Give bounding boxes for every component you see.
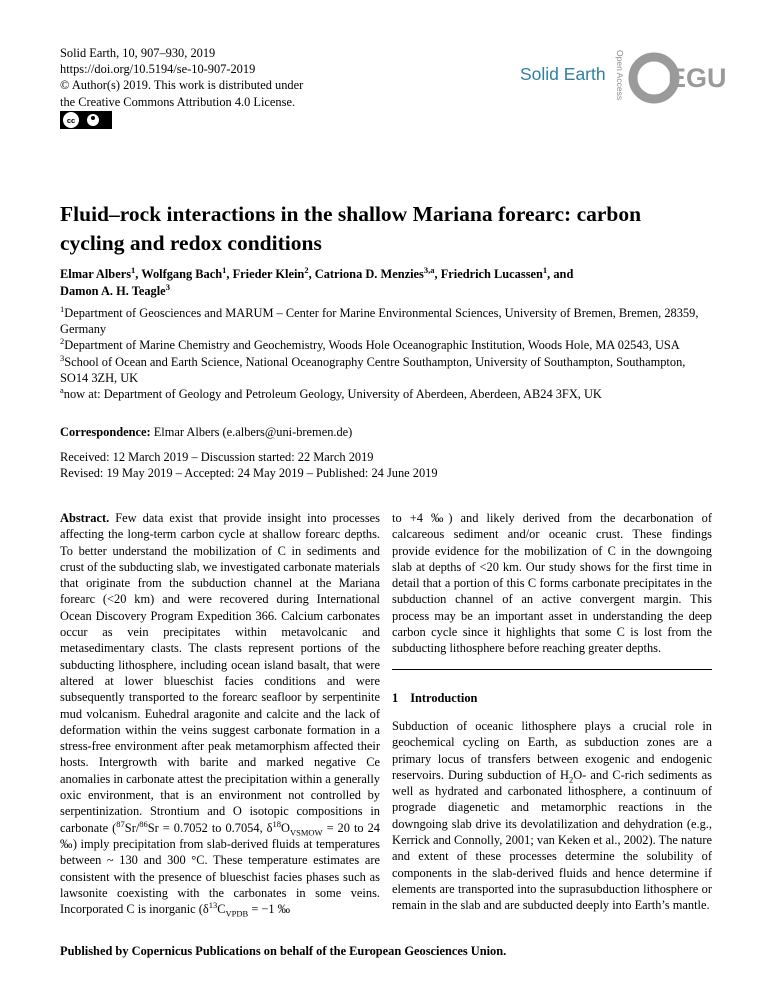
affiliation-mark: a [60, 384, 64, 395]
abstract-sr-ratio: Sr = 0.7052 to 0.7054, [147, 820, 267, 835]
affiliation-mark: 1 [60, 303, 65, 314]
cc-by-license-icon[interactable] [60, 111, 112, 129]
author-name: Damon A. H. Teagle [60, 283, 166, 298]
author-name: Wolfgang Bach [141, 267, 223, 281]
egu-logo-icon [628, 42, 727, 112]
abstract-text-continued: to +4 ‰) and likely derived from the decarbonation of calcareous sediment and/or oceanic crust. These findings provide evidence for the mobilization of C in the downgoing slab at depths of <20 km. Our study shows for the first time in detail that a portion of this C forms carbonate precipitates in the subduction channel of an active convergent margin. This process may be an important asset in understanding the deep carbon cycle since it highlights that some C is lost from the subducting lithosphere before reaching greater depths. [392, 511, 712, 656]
correspondence-label: Correspondence: [60, 425, 151, 439]
abstract-c-value: = −1 ‰ [248, 902, 291, 917]
intro-text: Subduction of oceanic lithosphere plays a crucial role in geochemical cycling on Earth, as subduction zones are a primary locus of transfers between exogenic and endogenic reservoirs. During subduction of H [392, 719, 712, 782]
author-affiliation-mark: 3 [165, 281, 170, 292]
author-affiliation-mark: 1 [131, 264, 136, 275]
abstract-text: Few data exist that provide insight into processes affecting the long-term carbon cycle at shallow forearc depths. To better understand the mobilization of C in sediments and crust of the subducting slab, we investigated carbonate materials that originate from the subduction channel at the Mariana forearc (<20 km) and were recovered during International Ocean Discovery Program Expedition 366. Calcium carbonates occur as vein precipitates within metavolcanic and metasedimentary clasts. The clasts represent portions of the subducting lithosphere, including ocean island basalt, that were altered at lower blueschist facies conditions and were subsequently transported to the forearc seafloor by serpentinite mud volcanism. Euhedral aragonite and calcite and the lack of deformation within the veins suggest carbonate formation in a stress-free environment after peak metamorphism affected their hosts. Intergrowth with barite and marked negative Ce anomalies in carbonate attest the precipitation within a generally oxic environment, that is an environment not controlled by serpentinization. Strontium and O isotopic compositions in carbonate ( [60, 511, 380, 835]
author-affiliation-mark: 3,a [423, 264, 435, 275]
affiliation-item [60, 386, 700, 402]
publisher-footer: Published by Copernicus Publications on behalf of the European Geosciences Union. [60, 944, 507, 958]
author-name: Frieder Klein [232, 267, 305, 281]
affiliation-text: Department of Geosciences and MARUM – Center for Marine Environmental Sciences, University of Bremen, Bremen, 28359, Germany [60, 306, 699, 337]
introduction-paragraph: Subduction of oceanic lithosphere plays a crucial role in geochemical cycling on Earth, as subduction zones are a primary locus of transfers between exogenic and endogenic reservoirs. During subduction of $H_2O-$ and C-rich sediments as well as hydrated and carbonated lithosphere, a continuum of prograde diagenetic and metamorphic reactions in the downgoing slab drive its devolatilization and dehydration (e.g., Kerrick and Connolly, 2001; van Keken et al., 2002). The nature and extent of these processes determine the solubility of components in the slab-derived fluids and hence determine if elements are transported into the suprasubduction lithosphere or remain in the slab and are subducted deeply into Earth’s mantle. [392, 719, 713, 913]
abstract-column-left: Abstract. Few data exist that provide insight into processes affecting the long-term carbon cycle at shallow forearc depths. To better understand the mobilization of C in sediments and crust of the subducting slab, we investigated carbonate materials that originate from the subduction channel at the Mariana forearc (<20 km) and were recovered during International Ocean Discovery Program Expedition 366. Calcium carbonates occur as vein precipitates within metavolcanic and metasedimentary clasts. The clasts represent portions of the subducting lithosphere, including ocean island basalt, that were altered at lower blueschist facies conditions and were subsequently transported to the forearc seafloor by serpentinite mud volcanism. Euhedral aragonite and calcite and the lack of deformation within the veins suggest carbonate formation in a stress-free environment after peak metamorphism affected their hosts. Intergrowth with barite and marked negative Ce anomalies in carbonate attest the precipitation within a generally oxic environment, that is an environment not controlled by serpentinization. Strontium and O isotopic compositions in carbonate ($^{87}$Sr/$^{86}$Sr = 0.7052 to 0.7054, $\delta^{18}O_{VSMOW} = 20$ to 24 ‰) imply precipitation from slab-derived fluids at temperatures between ~ 130 and 300 °C. These temperature estimates are consistent with the presence of blueschist facies phases such as lawsonite coexisting with the carbonates in some veins. Incorporated C is inorganic ($\delta^{13}C_{VPDB} = -1$ ‰ [60, 511, 380, 919]
abstract-label: Abstract. [60, 511, 110, 525]
affiliation-text: Department of Marine Chemistry and Geochemistry, Woods Hole Oceanographic Institution, Woods Hole, MA 02543, USA [64, 338, 680, 353]
affiliation-mark: 2 [60, 336, 65, 347]
abstract-o-value: = 20 to 24 ‰) imply precipitation from slab-derived fluids at temperatures between ~ 130 and 300 °C. These temperature estimates are consistent with the presence of blueschist facies phases such as lawsonite coexisting with the carbonates in some veins. Incorporated C is inorganic ( [60, 820, 380, 917]
license-line: the Creative Commons Attribution 4.0 License. [60, 94, 296, 109]
by-person-icon [87, 114, 99, 126]
publication-dates [60, 449, 438, 482]
affiliation-item [60, 337, 700, 353]
doi-link[interactable]: https://doi.org/10.5194/se-10-907-2019 [60, 62, 256, 77]
affiliation-mark: 3 [60, 352, 65, 363]
citation: Solid Earth, 10, 907–930, 2019 [60, 46, 216, 60]
dates-published: Revised: 19 May 2019 – Accepted: 24 May 2019 – Published: 24 June 2019 [60, 466, 438, 481]
paper-title: Fluid–rock interactions in the shallow Mariana forearc: carbon cycling and redox conditions [60, 202, 642, 255]
section-title: Introduction [410, 691, 478, 705]
open-access-label [606, 48, 625, 114]
affiliation-list [60, 305, 700, 402]
correspondence-email[interactable]: Elmar Albers (e.albers@uni-bremen.de) [153, 425, 353, 439]
affiliation-item [60, 305, 700, 337]
section-number: 1 [392, 691, 399, 705]
article-metadata [60, 45, 303, 110]
egu-logo-text: EGU [668, 63, 727, 93]
section-divider [392, 669, 712, 670]
author-affiliation-mark: 2 [304, 264, 309, 275]
dates-received: Received: 12 March 2019 – Discussion started: 22 March 2019 [60, 450, 374, 464]
affiliation-text: now at: Department of Geology and Petroleum Geology, University of Aberdeen, Aberdeen, AB24 3FX, UK [63, 387, 602, 402]
author-name: Friedrich Lucassen [440, 267, 543, 281]
open-access-text: Open Access [615, 50, 625, 101]
affiliation-text: School of Ocean and Earth Science, National Oceanography Centre Southampton, University of Southampton, Southampton, SO14 3ZH, UK [60, 354, 686, 385]
intro-text-continued: O- and C-rich sediments as well as hydrated and carbonated lithosphere, a continuum of prograde diagenetic and metamorphic reactions in the downgoing slab drive its devolatilization and dehydration (e.g., Kerrick and Connolly, 2001; van Keken et al., 2002). The nature and extent of these processes determine the solubility of components in the slab-derived fluids and hence determine if elements are transported into the suprasubduction lithosphere or remain in the slab and are subducted deeply into Earth’s mantle. [392, 767, 713, 913]
journal-name: Solid Earth [520, 64, 606, 84]
author-name: Elmar Albers [60, 267, 132, 281]
correspondence [60, 425, 352, 440]
author-affiliation-mark: 1 [542, 264, 548, 275]
cc-icon: cc [63, 112, 79, 128]
abstract-column-right [392, 510, 712, 657]
author-name: Catriona D. Menzies [314, 267, 424, 281]
author-affiliation-mark: 1 [222, 264, 227, 275]
section-heading-introduction [392, 691, 477, 706]
author-list: Elmar Albers$^1$, Wolfgang Bach$^1$, Frieder Klein$^2$, Catriona D. Menzies$^{3,a}$, Friedrich Lucassen$^1$, and Damon A. H. Teagle$^3$ [60, 264, 574, 298]
copyright-line: © Author(s) 2019. This work is distributed under [60, 78, 304, 93]
affiliation-item [60, 354, 700, 386]
